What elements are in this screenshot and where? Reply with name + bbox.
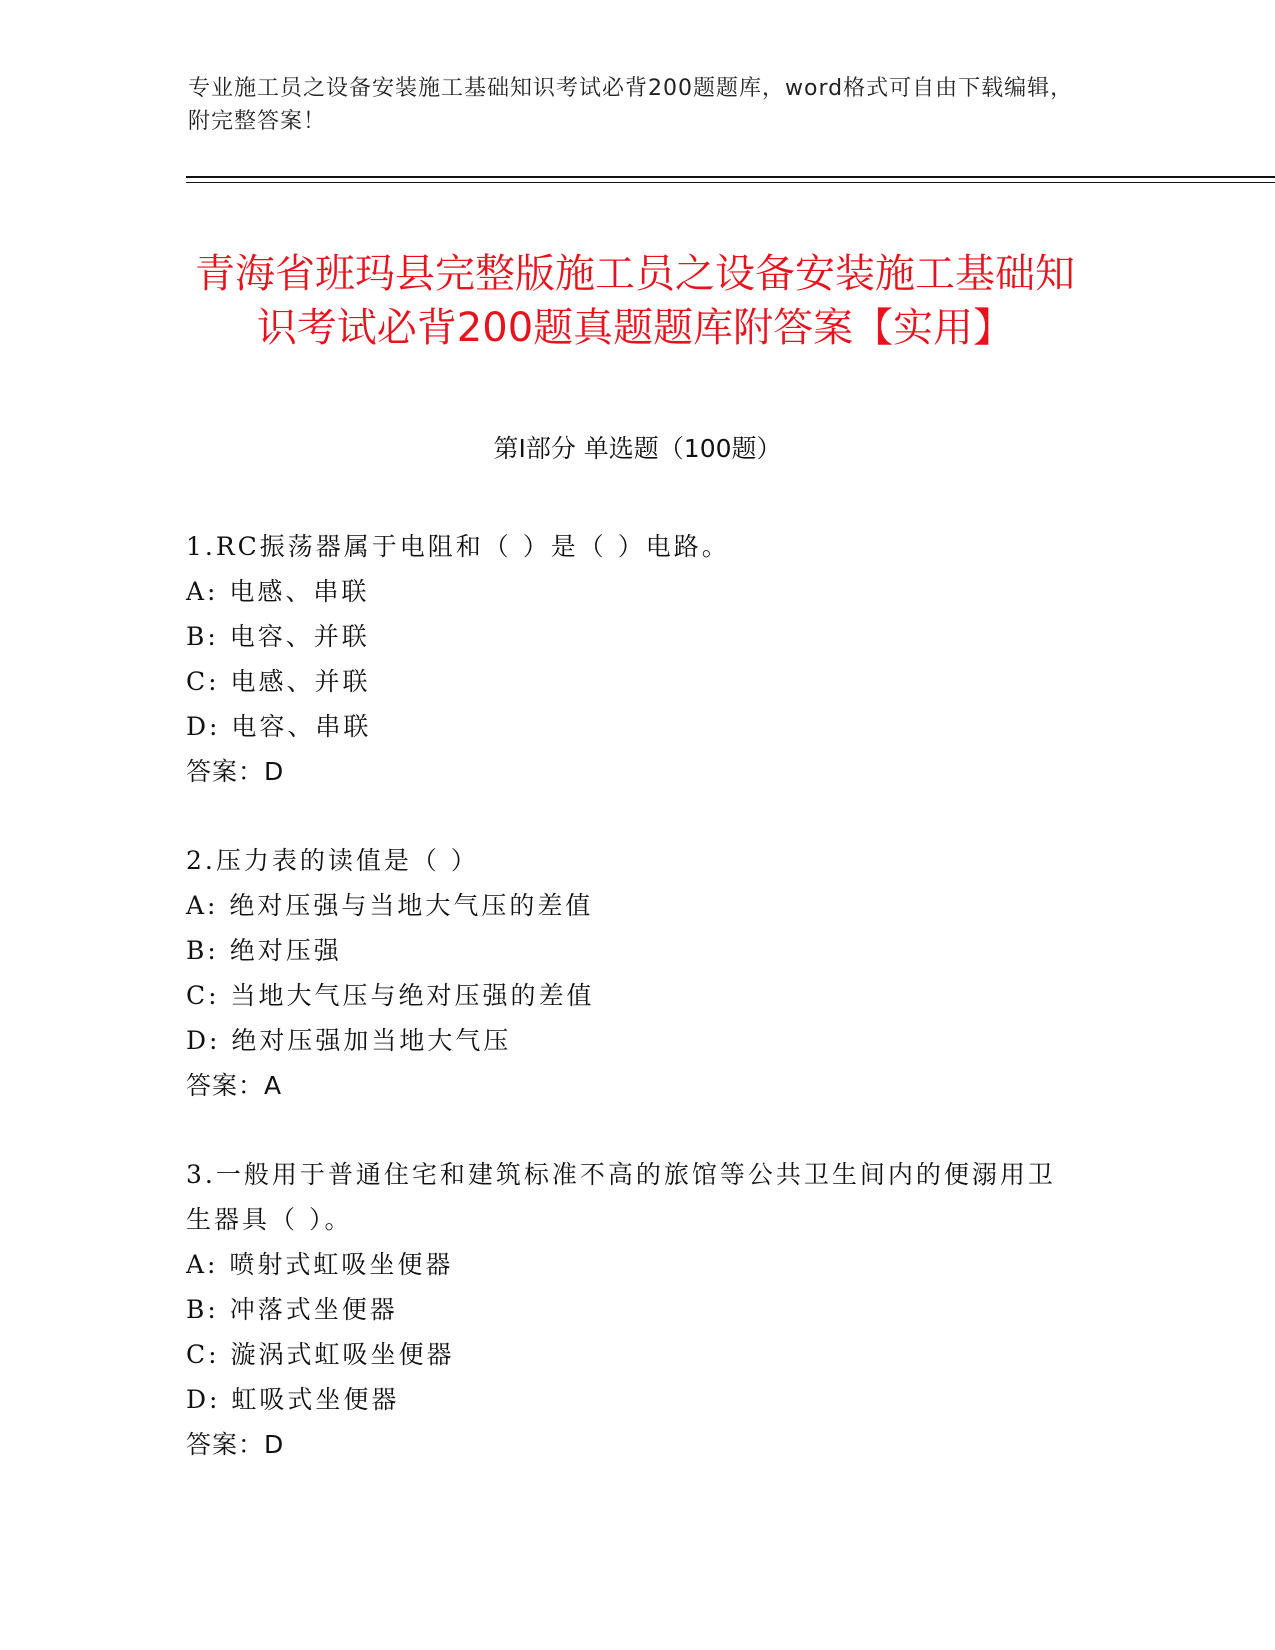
option-d: D: 虹吸式坐便器 xyxy=(186,1385,400,1414)
option-a: A: 电感、串联 xyxy=(186,577,370,606)
question-list xyxy=(186,524,1066,1511)
document-title: 青海省班玛县完整版施工员之设备安装施工基础知识考试必背200题真题题库附答案【实用】 xyxy=(195,250,1075,351)
option-a: A: 喷射式虹吸坐便器 xyxy=(186,1250,454,1279)
header-divider-thick xyxy=(186,176,1275,178)
option-d: D: 电容、串联 xyxy=(186,712,372,741)
option-b: B: 电容、并联 xyxy=(186,622,370,651)
question-stem: 2.压力表的读值是（ ） xyxy=(186,846,479,875)
answer-line: 答案：A xyxy=(186,1071,283,1100)
question-stem: 1.RC振荡器属于电阻和（ ）是（ ）电路。 xyxy=(186,532,730,561)
option-d: D: 绝对压强加当地大气压 xyxy=(186,1026,512,1055)
question-stem: 3.一般用于普通住宅和建筑标准不高的旅馆等公共卫生间内的便溺用卫生器具（ ）。 xyxy=(186,1160,1056,1234)
option-b: B: 冲落式坐便器 xyxy=(186,1295,398,1324)
option-c: C: 当地大气压与绝对压强的差值 xyxy=(186,981,595,1010)
question-3 xyxy=(186,1152,1066,1467)
question-1 xyxy=(186,524,1066,794)
header-divider-thin xyxy=(186,182,1275,183)
section-heading: 第I部分 单选题（100题） xyxy=(493,434,782,463)
option-a: A: 绝对压强与当地大气压的差值 xyxy=(186,891,594,920)
answer-line: 答案：D xyxy=(186,757,285,786)
header-note: 专业施工员之设备安装施工基础知识考试必背200题题库，word格式可自由下载编辑，附完整答案！ xyxy=(188,76,1074,134)
option-b: B: 绝对压强 xyxy=(186,936,342,965)
option-c: C: 电感、并联 xyxy=(186,667,371,696)
option-c: C: 漩涡式虹吸坐便器 xyxy=(186,1340,455,1369)
question-2 xyxy=(186,838,1066,1108)
answer-line: 答案：D xyxy=(186,1430,285,1459)
